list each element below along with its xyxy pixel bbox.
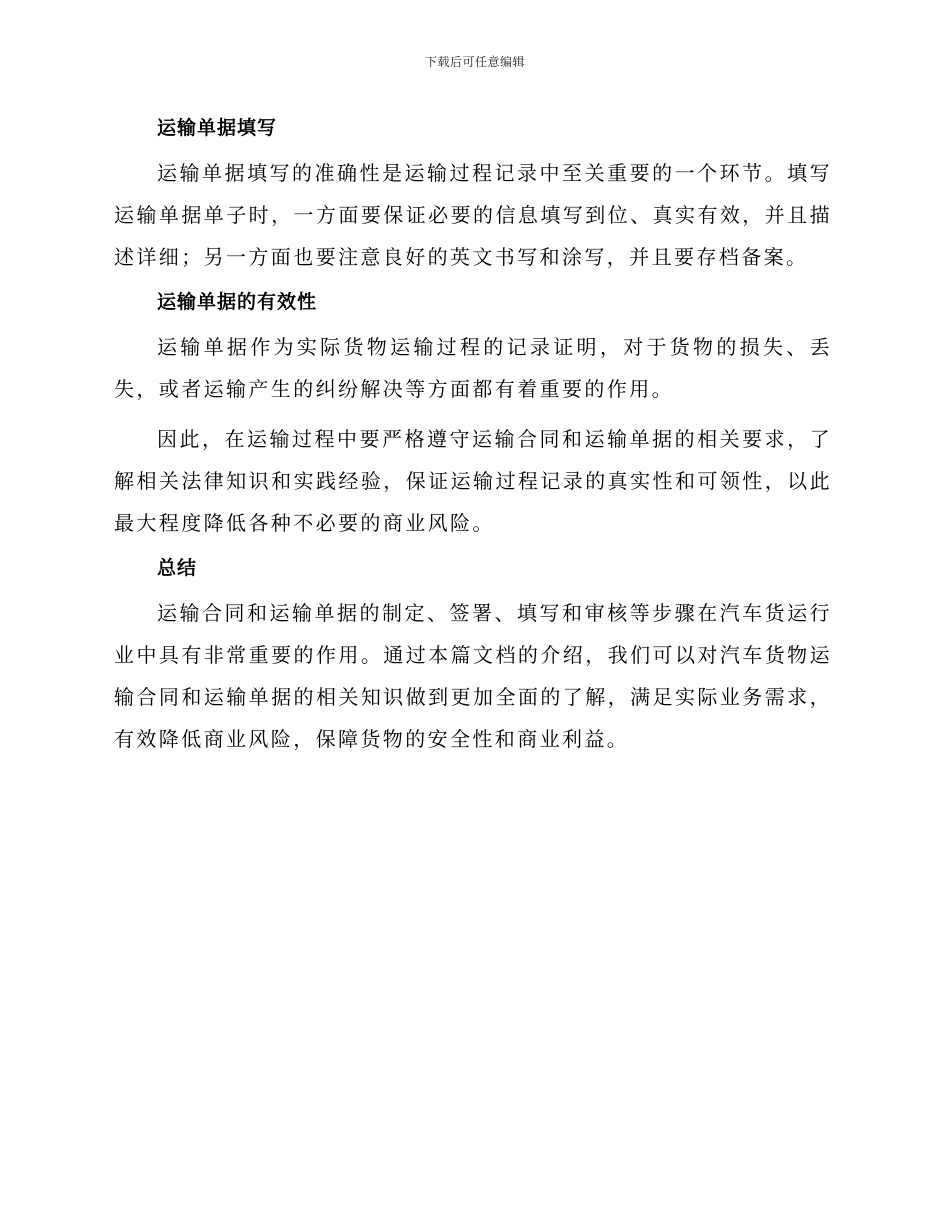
section-heading-summary: 总结	[157, 557, 198, 579]
section-heading-document-validity: 运输单据的有效性	[157, 291, 318, 313]
paragraph-document-validity-2: 因此，在运输过程中要严格遵守运输合同和运输单据的相关要求，了解相关法律知识和实践经验，保证运输过程记录的真实性和可领性，以此最大程度降低各种不必要的商业风险。	[114, 427, 832, 535]
document-body	[114, 110, 832, 760]
paragraph-document-validity-1: 运输单据作为实际货物运输过程的记录证明，对于货物的损失、丢失，或者运输产生的纠纷解决等方面都有着重要的作用。	[114, 335, 832, 401]
paragraph-transport-document-filling: 运输单据填写的准确性是运输过程记录中至关重要的一个环节。填写运输单据单子时，一方面要保证必要的信息填写到位、真实有效，并且描述详细；另一方面也要注意良好的英文书写和涂写，并且要存档备案。	[114, 161, 832, 269]
page-header-note: 下载后可任意编辑	[424, 55, 525, 69]
paragraph-summary: 运输合同和运输单据的制定、签署、填写和审核等步骤在汽车货运行业中具有非常重要的作用。通过本篇文档的介绍，我们可以对汽车货物运输合同和运输单据的相关知识做到更加全面的了解，满足实际业务需求，有效降低商业风险，保障货物的安全性和商业利益。	[114, 601, 832, 751]
section-heading-transport-document-filling: 运输单据填写	[157, 117, 278, 139]
